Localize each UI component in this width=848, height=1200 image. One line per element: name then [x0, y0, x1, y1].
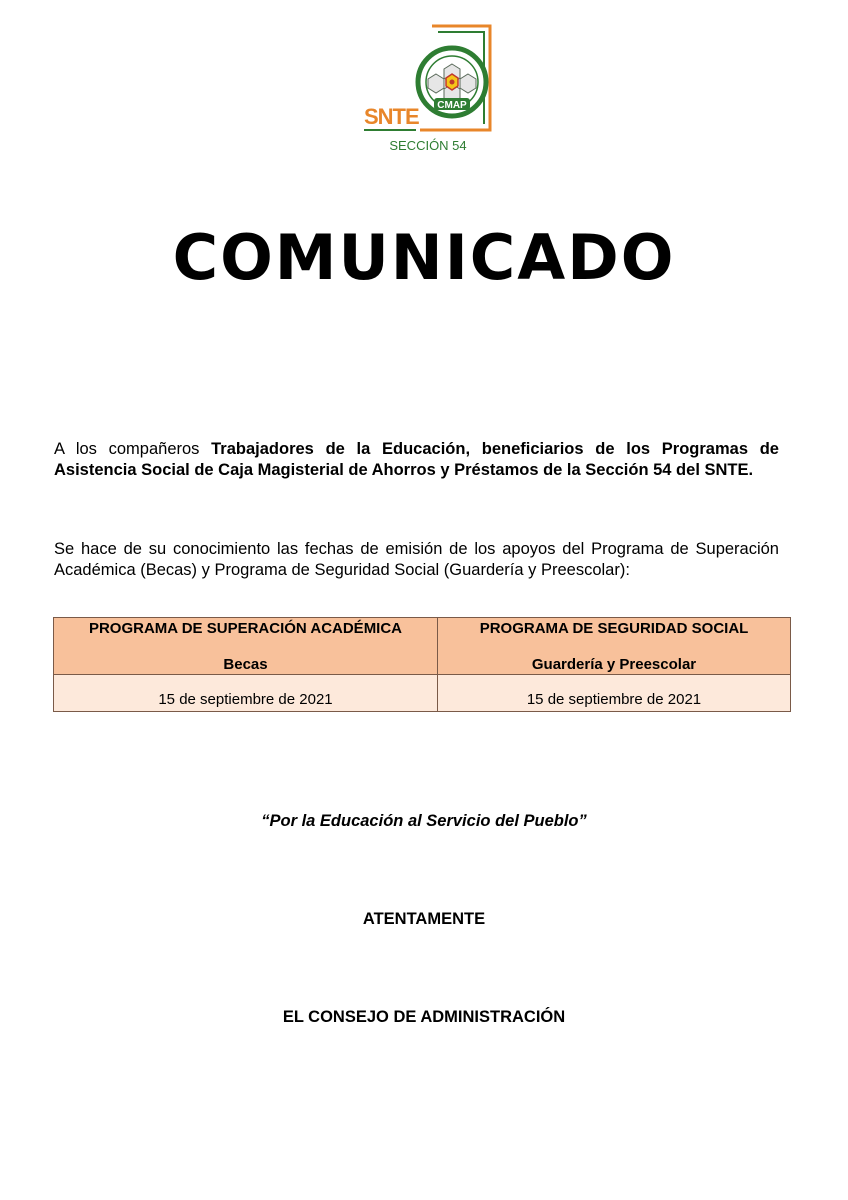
- program-subtitle: Guardería y Preescolar: [531, 656, 697, 673]
- intro-lead: A los compañeros: [54, 440, 212, 458]
- emission-date: 15 de septiembre de 2021: [526, 691, 702, 708]
- program-subtitle: Becas: [223, 656, 268, 673]
- cmap-label: CMAP: [437, 100, 467, 111]
- logo-graphic: [360, 20, 500, 160]
- snte-cmap-logo: [360, 20, 500, 160]
- table-row: [54, 675, 791, 712]
- closing: ATENTAMENTE: [362, 910, 486, 928]
- program-name: PROGRAMA DE SEGURIDAD SOCIAL: [479, 620, 749, 637]
- intro-paragraph: [54, 439, 779, 481]
- emission-date: 15 de septiembre de 2021: [158, 691, 333, 708]
- table-header-row: [54, 618, 791, 675]
- intro-recipients: Trabajadores de la Educación, beneficiarios de los Programas de Asistencia Social de Caja Magisterial de Ahorros y Préstamos de la Sección 54 del SNTE: [54, 440, 779, 479]
- page-title: COMUNICADO: [172, 221, 676, 294]
- program-header-cell: [54, 618, 438, 675]
- motto: “Por la Educación al Servicio del Pueblo”: [261, 812, 587, 830]
- notice-paragraph: Se hace de su conocimiento las fechas de emisión de los apoyos del Programa de Superación Académica (Becas) y Programa de Seguridad Social (Guardería y Preescolar):: [54, 540, 779, 579]
- date-cell: [438, 675, 791, 712]
- program-header-cell: [438, 618, 791, 675]
- signature: EL CONSEJO DE ADMINISTRACIÓN: [282, 1008, 566, 1026]
- snte-label: SNTE: [364, 104, 419, 129]
- program-name: PROGRAMA DE SUPERACIÓN ACADÉMICA: [88, 620, 403, 637]
- date-cell: [54, 675, 438, 712]
- intro-end: .: [748, 461, 754, 479]
- section-label: SECCIÓN 54: [389, 138, 467, 153]
- programs-table: [53, 617, 791, 712]
